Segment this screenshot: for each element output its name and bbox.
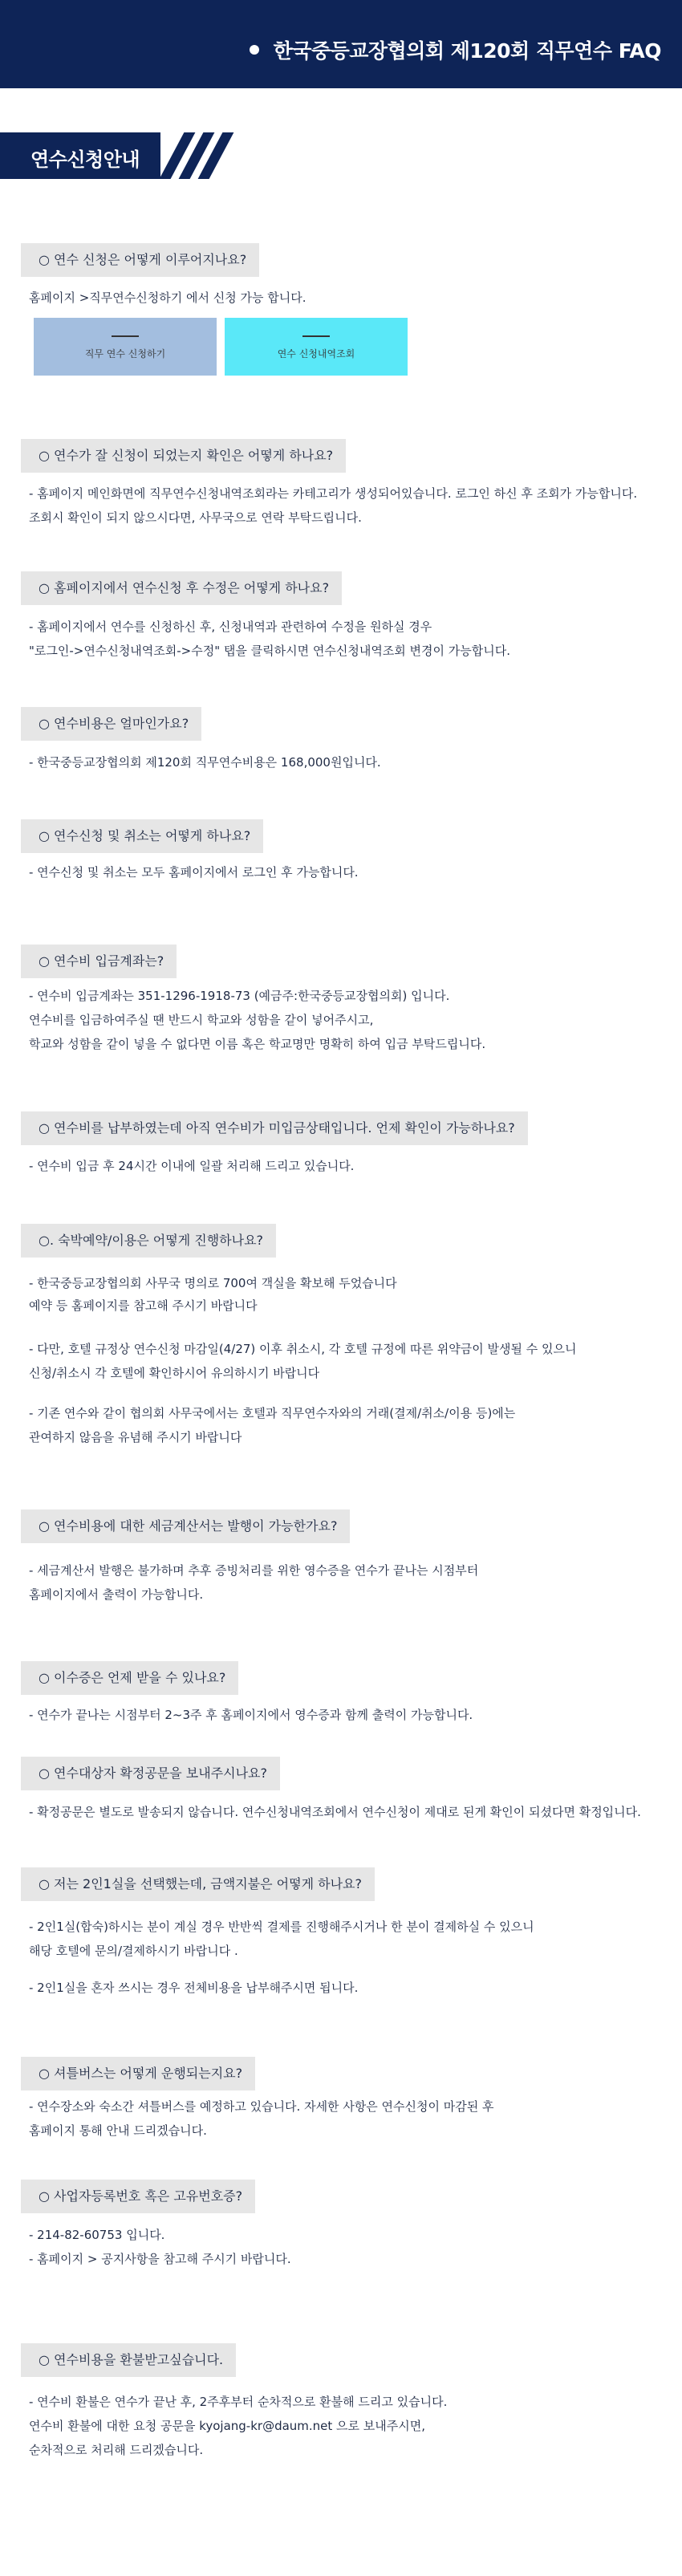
faq-answer: - 연수가 끝나는 시점부터 2~3주 후 홈페이지에서 영수증과 함께 출력이 가능합니다. <box>29 1708 473 1722</box>
faq-question: ○ 연수대상자 확정공문을 보내주시나요? <box>21 1757 280 1790</box>
apply-training-button[interactable] <box>34 318 217 376</box>
faq-answer: - 연수비 입금계좌는 351-1296-1918-73 (예금주:한국중등교장협의회) 입니다. <box>29 989 450 1003</box>
page-header <box>0 0 682 88</box>
faq-answer: 순차적으로 처리해 드리겠습니다. <box>29 2443 204 2457</box>
faq-answer: - 세금계산서 발행은 불가하며 추후 증빙처리를 위한 영수증을 연수가 끝나는 시점부터 <box>29 1563 479 1578</box>
faq-question: ○ 연수비용은 얼마인가요? <box>21 707 201 741</box>
faq-answer: 학교와 성함을 같이 넣을 수 없다면 이름 혹은 학교명만 명확히 하여 입금 부탁드립니다. <box>29 1037 486 1051</box>
faq-answer: - 한국중등교장협의회 제120회 직무연수비용은 168,000원입니다. <box>29 755 381 770</box>
faq-question: ○ 홈페이지에서 연수신청 후 수정은 어떻게 하나요? <box>21 571 342 605</box>
button-bar-icon <box>112 335 139 337</box>
faq-answer: 예약 등 홈페이지를 참고해 주시기 바랍니다 <box>29 1298 258 1313</box>
faq-question: ○ 연수비를 납부하였는데 아직 연수비가 미입금상태입니다. 언제 확인이 가능하나요? <box>21 1111 528 1145</box>
faq-answer: 관여하지 않음을 유념해 주시기 바랍니다 <box>29 1430 242 1444</box>
application-lookup-button[interactable] <box>225 318 408 376</box>
faq-answer: 홈페이지 >직무연수신청하기 에서 신청 가능 합니다. <box>29 291 306 305</box>
faq-question: ○ 연수신청 및 취소는 어떻게 하나요? <box>21 819 263 853</box>
faq-answer: "로그인->연수신청내역조회->수정" 탭을 클릭하시면 연수신청내역조회 변경이 가능합니다. <box>29 644 511 658</box>
faq-answer: - 홈페이지 > 공지사항을 참고해 주시기 바랍니다. <box>29 2252 291 2266</box>
faq-answer: - 연수장소와 숙소간 셔틀버스를 예정하고 있습니다. 자세한 사항은 연수신청이 마감된 후 <box>29 2099 494 2114</box>
application-lookup-label: 연수 신청내역조회 <box>277 348 355 360</box>
apply-training-label: 직무 연수 신청하기 <box>84 348 166 360</box>
faq-answer: 연수비를 입금하여주실 땐 반드시 학교와 성함을 같이 넣어주시고, <box>29 1013 374 1027</box>
faq-question: ○ 연수비용에 대한 세금계산서는 발행이 가능한가요? <box>21 1509 350 1543</box>
faq-answer: - 2인1실(합숙)하시는 분이 계실 경우 반반씩 결제를 진행해주시거나 한 분이 결제하실 수 있으니 <box>29 1920 534 1934</box>
faq-answer: 연수비 환불에 대한 요청 공문을 kyojang-kr@daum.net 으로 보내주시면, <box>29 2419 426 2433</box>
faq-answer: - 연수비 입금 후 24시간 이내에 일괄 처리해 드리고 있습니다. <box>29 1159 355 1173</box>
faq-answer: 홈페이지 통해 안내 드리겠습니다. <box>29 2123 207 2138</box>
faq-question: ○ 셔틀버스는 어떻게 운행되는지요? <box>21 2057 255 2090</box>
faq-answer: 해당 호텔에 문의/결제하시기 바랍니다 . <box>29 1944 238 1958</box>
faq-answer: - 2인1실을 혼자 쓰시는 경우 전체비용을 납부해주시면 됩니다. <box>29 1981 359 1995</box>
faq-answer: - 홈페이지 메인화면에 직무연수신청내역조회라는 카테고리가 생성되어있습니다. 로그인 하신 후 조회가 가능합니다. <box>29 486 638 501</box>
faq-question: ○ 연수비 입금계좌는? <box>21 945 177 978</box>
faq-answer: - 다만, 호텔 규정상 연수신청 마감일(4/27) 이후 취소시, 각 호텔 규정에 따른 위약금이 발생될 수 있으니 <box>29 1342 577 1356</box>
faq-answer: 홈페이지에서 출력이 가능합니다. <box>29 1587 204 1602</box>
faq-question: ○ 연수비용을 환불받고싶습니다. <box>21 2343 236 2377</box>
faq-answer: 조회시 확인이 되지 않으시다면, 사무국으로 연락 부탁드립니다. <box>29 510 362 525</box>
section-banner <box>0 132 241 179</box>
faq-question: ○ 연수 신청은 어떻게 이루어지나요? <box>21 243 259 277</box>
faq-answer: 신청/취소시 각 호텔에 확인하시어 유의하시기 바랍니다 <box>29 1366 320 1380</box>
section-title: 연수신청안내 <box>30 148 140 171</box>
faq-question: ○ 연수가 잘 신청이 되었는지 확인은 어떻게 하나요? <box>21 439 346 473</box>
faq-question: ○ 저는 2인1실을 선택했는데, 금액지불은 어떻게 하나요? <box>21 1867 375 1901</box>
faq-question: ○ 사업자등록번호 혹은 고유번호증? <box>21 2180 255 2213</box>
button-bar-icon <box>302 335 330 337</box>
header-title <box>250 35 661 64</box>
faq-question: ○. 숙박예약/이용은 어떻게 진행하나요? <box>21 1224 276 1258</box>
faq-answer: - 214-82-60753 입니다. <box>29 2228 165 2242</box>
header-title-text: 한국중등교장협의회 제120회 직무연수 FAQ <box>273 39 661 63</box>
faq-answer: - 연수신청 및 취소는 모두 홈페이지에서 로그인 후 가능합니다. <box>29 865 359 880</box>
faq-answer: - 홈페이지에서 연수를 신청하신 후, 신청내역과 관련하여 수정을 원하실 경우 <box>29 620 432 634</box>
bullet-dot-icon <box>250 45 259 55</box>
faq-answer: - 기존 연수와 같이 협의회 사무국에서는 호텔과 직무연수자와의 거래(결제/취소/이용 등)에는 <box>29 1406 516 1420</box>
faq-answer: - 확정공문은 별도로 발송되지 않습니다. 연수신청내역조회에서 연수신청이 제대로 된게 확인이 되셨다면 확정입니다. <box>29 1805 641 1819</box>
faq-answer: - 한국중등교장협의회 사무국 명의로 700여 객실을 확보해 두었습니다 <box>29 1276 397 1290</box>
faq-answer: - 연수비 환불은 연수가 끝난 후, 2주후부터 순차적으로 환불해 드리고 있습니다. <box>29 2395 448 2409</box>
faq-question: ○ 이수증은 언제 받을 수 있나요? <box>21 1661 238 1695</box>
